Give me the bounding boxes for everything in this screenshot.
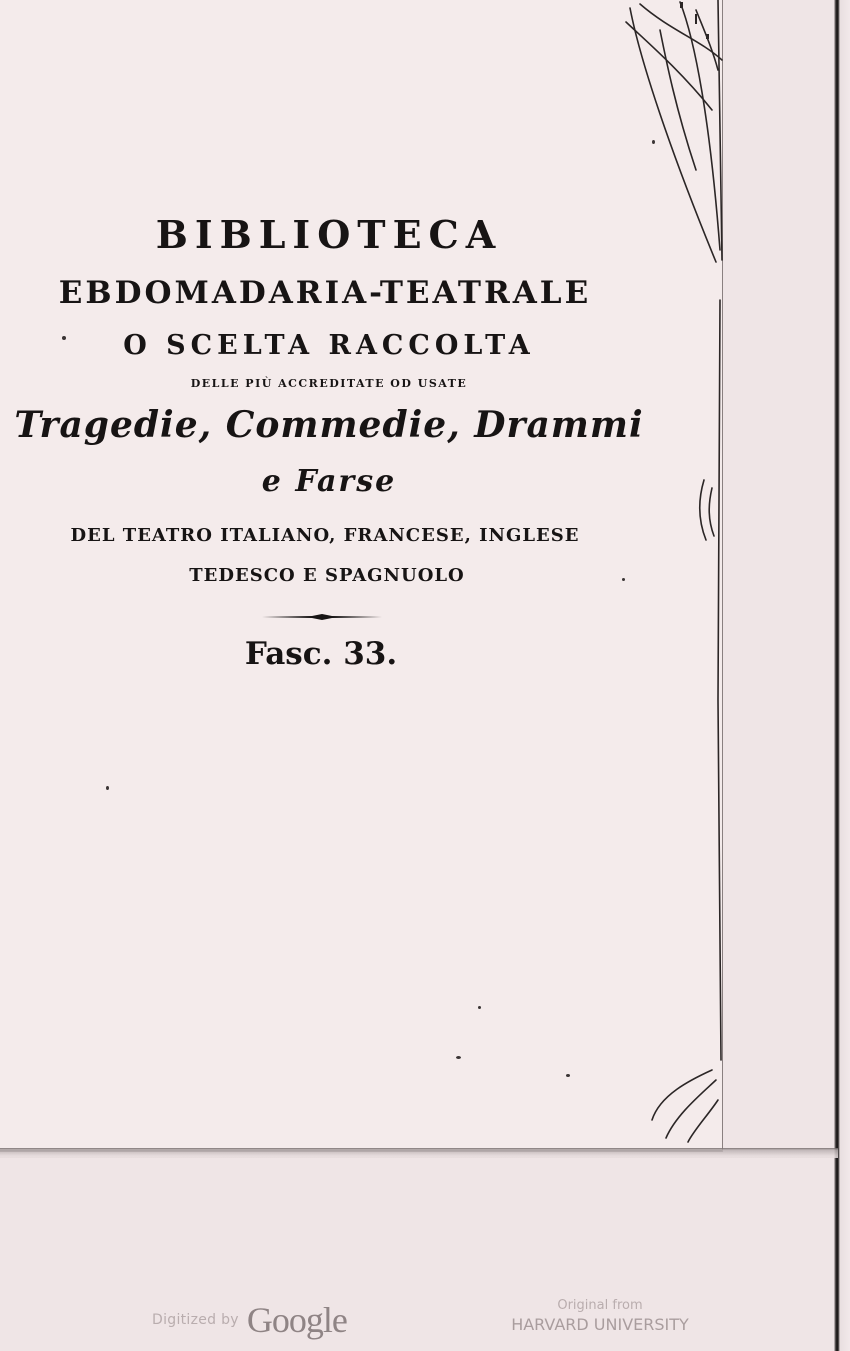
title-scelta-raccolta: O SCELTA RACCOLTA [123, 330, 535, 361]
genres-line-1: Tragedie, Commedie, Drammi [14, 404, 644, 446]
harvard-university-label: HARVARD UNIVERSITY [511, 1315, 689, 1334]
title-biblioteca: BIBLIOTECA [155, 212, 503, 257]
theatres-line-1: DEL TEATRO ITALIANO, FRANCESE, INGLESE [70, 525, 580, 546]
paper-speck [622, 578, 625, 581]
paper-speck [106, 786, 109, 790]
digitized-by-credit [152, 1298, 347, 1342]
title-ebdomadaria-teatrale: EBDOMADARIA-TEATRALE [58, 275, 592, 311]
genres-line-2: e Farse [261, 464, 397, 499]
fascicle-number: Fasc. 33. [244, 636, 398, 672]
ornamental-rule [262, 612, 382, 622]
theatres-line-2: TEDESCO E SPAGNUOLO [189, 565, 465, 586]
original-from-label: Original from [557, 1298, 643, 1313]
subtitle-accreditate: DELLE PIÙ ACCREDITATE OD USATE [190, 377, 468, 390]
paper-speck [62, 336, 66, 340]
paper-speck [652, 140, 655, 144]
paper-speck [456, 1056, 461, 1059]
original-source-credit [500, 1298, 700, 1334]
google-logo: Google [246, 1300, 347, 1340]
paper-speck [566, 1074, 570, 1077]
digitized-label: Digitized by [152, 1312, 239, 1328]
paper-speck [478, 1006, 481, 1009]
